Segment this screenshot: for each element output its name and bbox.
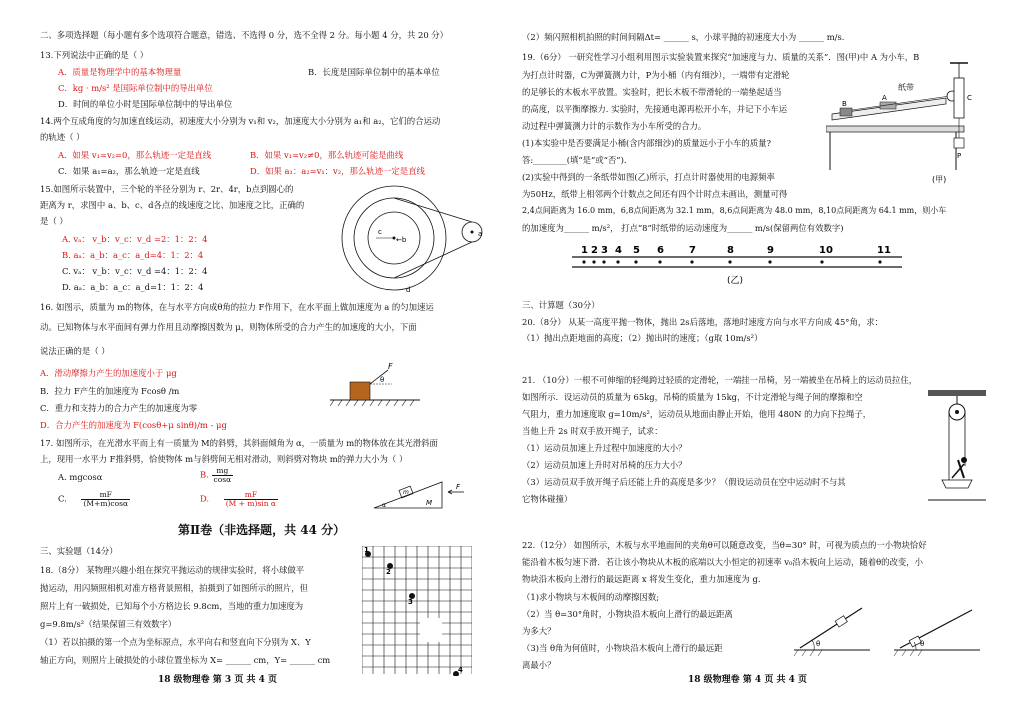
q21-line-3: 气阻力，重力加速度取 g=10m/s²，运动员从地面由静止开始，他用 480N 的力向下拉绳子，: [522, 409, 872, 419]
q18-line-4: g=9.8m/s²（结果保留三有效数字）: [40, 619, 177, 629]
q18-line-3: 照片上有一破损处，已知每个小方格边长 9.8cm，当地的重力加速度为: [40, 601, 304, 611]
q14-stem-1: 14.两个互成角度的匀加速直线运动，初速度大小分别为 v₁和 v₂，加速度大小分别为 a₁和 a₂，它们的合运动: [40, 116, 441, 126]
tape-dot: [658, 260, 661, 263]
q22-line-7: （3)当 θ角为何值时，小物块沿木板向上滑行的最远距: [522, 643, 723, 653]
q21-line-8: 它物体碰撞）: [522, 494, 573, 504]
tape-dot: [582, 260, 585, 263]
tape-number: 7: [689, 245, 696, 256]
fig-label-m: m: [403, 489, 409, 496]
fig-label-F: F: [388, 362, 393, 371]
section-header-experiment: 三、实验题（14分）: [40, 546, 118, 556]
q16-option-b: B．拉力 F产生的加速度为 Fcosθ /m: [40, 386, 180, 396]
tape-dot: [602, 260, 605, 263]
fig-label-theta-1: θ: [816, 640, 821, 648]
q15-stem-3: 是（ ）: [40, 216, 68, 226]
q17-option-c: C. $\frac{mF}{(M+m)\cos\alpha}$: [58, 490, 129, 508]
fig-label-A: A: [882, 94, 887, 102]
q21-line-4: 当他上升 2s 时双手放开绳子，试求：: [522, 426, 663, 436]
tape-dot: [616, 260, 619, 263]
tape-dot: [690, 260, 693, 263]
grid-photo-figure: [362, 546, 472, 676]
q17-stem-1: 17. 如图所示，在光滑水平而上有一质量为 M的斜劈，其斜面倾角为 α，一质量为 m的物体放在其光滑斜面: [40, 438, 438, 448]
grid-label-1: 1: [364, 546, 369, 554]
q18-line-2: 抛运动，用闪频照相机对准方格背景照相，拍摄到了如图所示的照片，但: [40, 583, 308, 593]
tape-dot: [878, 260, 881, 263]
q13-option-c: C．kg · m/s² 是国际单位制中的导出单位: [58, 83, 213, 93]
part-two-title: 第Ⅱ卷（非选择题，共 44 分）: [178, 523, 346, 537]
section-header-calculation: 三、计算题（30分）: [522, 300, 600, 310]
tape-number: 9: [767, 245, 774, 256]
q15-stem-1: 15.如图所示装置中，三个轮的半径分别为 r、2r、4r，b点到圆心的: [40, 184, 294, 194]
fig-label-F2: F: [456, 483, 461, 491]
q18-part2: （2）频闪照相机拍照的时间间隔Δt= ______ s，小球平抛的初速度大小为 ______ m/s.: [522, 32, 845, 42]
q21-line-2: 如图所示．设运动员的质量为 65kg，吊椅的质量为 15kg，不计定滑轮与绳子间的摩擦和空: [522, 392, 863, 402]
q22-line-1: 22.（12分） 如图所示，木板与水平地面间的夹角θ可以随意改变，当θ=30° 时，可视为质点的一小物块恰好: [522, 540, 927, 550]
fig-label-alpha: α: [382, 502, 386, 509]
fig-label-P: P: [957, 152, 962, 160]
fig-label-a: a: [478, 230, 483, 238]
q20-line-2: （1）抛出点距地面的高度；（2）抛出时的速度；（g取 10m/s²）: [522, 333, 763, 343]
fig-label-jia: (甲): [932, 175, 947, 184]
q13-option-b: B．长度是国际单位制中的基本单位: [308, 67, 440, 77]
grid-label-2: 2: [386, 568, 391, 576]
q14-option-a: A．如果 v₁=v₂=0，那么轨迹一定是直线: [58, 150, 212, 160]
q22-line-6: 为多大？: [522, 626, 556, 636]
tape-number: 6: [657, 245, 664, 256]
fig-label-d: d: [406, 286, 411, 294]
q19-line-3: 的足够长的木板水平放置。实验时，把长木板不带滑轮的一端垫起适当: [522, 87, 782, 97]
tape-number: 2: [591, 245, 598, 256]
right-footer: 18 级物理卷 第 4 页 共 4 页: [688, 675, 807, 685]
fig-label-theta-2: θ: [920, 640, 925, 648]
q16-stem-1: 16. 如图示，质量为 m的物体，在与水平方向成θ角的拉力 F作用下，在水平面上做加速度为 a 的匀加速运: [40, 302, 434, 312]
fig-label-yi: (乙): [727, 276, 744, 286]
wheel-figure: [336, 180, 516, 305]
q19-line-2: 为打点计时器，C为弹簧测力计，P为小桶（内有细沙），一端带有定滑轮: [522, 70, 790, 80]
tape-dot: [768, 260, 771, 263]
q15-option-d: D. aₐ：a_b：a_c：a_d=1：1：2：4: [62, 282, 204, 292]
tape-dot: [728, 260, 731, 263]
q22-line-3: 物块沿木板向上滑行的最远距离 x 将发生变化，重力加速度为 g.: [522, 574, 761, 584]
q18-line-6: 轴正方向，则照片上破损处的小球位置坐标为 X= ______ cm，Y= ______ cm: [40, 655, 331, 665]
tape-number: 8: [727, 245, 734, 256]
q14-option-b: B．如果 v₁=v₂≠0，那么轨迹可能是曲线: [250, 150, 404, 160]
q13-stem: 13.下列说法中正确的是（ ）: [40, 50, 149, 60]
q18-line-1: 18.（8分） 某物理兴趣小组在探究平抛运动的规律实验时，将小球做平: [40, 565, 305, 575]
q22-line-2: 能沿着木板匀速下滑．若让该小物块从木板的底端以大小恒定的初速率 v₀沿木板向上运动，随着θ的改变，小: [522, 557, 924, 567]
fig-label-c: c: [378, 228, 382, 236]
tape-dot: [820, 260, 823, 263]
grid-label-3: 3: [408, 598, 413, 606]
q13-option-a: A．质量是物理学中的基本物理量: [58, 67, 182, 77]
q17-b-denominator: cosα: [213, 474, 232, 484]
q21-line-7: （3）运动员双手放开绳子后还能上升的高度是多少？（假设运动员在空中运动时不与其: [522, 477, 846, 487]
q15-stem-2: 距离为 r，求图中 a、b、c、d各点的线速度之比、加速度之比，正确的: [40, 200, 305, 210]
fig-label-C: C: [967, 94, 972, 102]
fig-label-theta: θ: [380, 376, 385, 384]
q21-line-1: 21. （10分）一根不可伸缩的轻绳跨过轻质的定滑轮，一端挂一吊椅，另一端被坐在吊椅上的运动员拉住，: [522, 375, 918, 385]
q19-line-7: 答:________(填“是”或“否”).: [522, 155, 627, 165]
q17-option-d: D. $\frac{mF}{\text{(M + m)sin α}}$: [200, 490, 276, 508]
q15-option-a: A. vₐ： v_b：v_c：v_d =2：1：2：4: [62, 234, 208, 244]
tape-number: 5: [633, 245, 640, 256]
q13-option-d: D．时间的单位小时是国际单位制中的导出单位: [58, 99, 233, 109]
tape-number: 11: [877, 245, 891, 256]
q14-option-d: D．如果 a₁：a₂=v₁：v₂，那么轨迹一定是直线: [250, 166, 425, 176]
q22-line-4: （1)求小物块与木板间的动摩擦因数;: [522, 592, 660, 602]
tape-number: 3: [601, 245, 608, 256]
fig-label-b: ←b: [396, 236, 407, 244]
q20-line-1: 20.（8分） 从某一高度平抛一物体，抛出 2s后落地，落地时速度方向与水平方向成 45°角，求：: [522, 317, 883, 327]
q14-option-c: C．如果 a₁=a₂，那么轨迹一定是直线: [58, 166, 200, 176]
block-figure: [330, 360, 420, 408]
paper-tape-figure: [572, 240, 902, 286]
section-header-multiple-choice: 二、多项选择题（每小题有多个选项符合题意，错选、不选得 0 分，选不全得 2 分。每小题 4 分，共 20 分）: [40, 30, 449, 40]
q16-option-c: C．重力和支持力的合力产生的加速度为零: [40, 403, 198, 413]
incline-figure: [790, 588, 990, 658]
fig-label-M: M: [426, 499, 433, 507]
cart-apparatus-figure: [826, 58, 978, 188]
q16-option-d: D．合力产生的加速度为 F(cosθ+μ sinθ)/m - μg: [40, 420, 227, 430]
q17-b-numerator: mg: [212, 467, 234, 476]
q17-d-denominator: (M + m)sin α: [225, 498, 276, 508]
wedge-figure: [370, 478, 470, 512]
q17-option-b: B. $\frac{mg}{\cos\alpha}$: [200, 466, 232, 484]
tape-dot: [634, 260, 637, 263]
q17-d-numerator: mF: [224, 491, 278, 500]
q17-option-a: A. mgcosα: [58, 472, 103, 482]
q17-c-numerator: mF: [81, 491, 130, 500]
q21-line-5: （1）运动员加速上升过程中加速度的大小？: [522, 443, 687, 453]
q19-line-5: 动过程中弹簧测力计的示数作为小车所受的合力。: [522, 121, 707, 131]
q19-line-8: (2)实验中得到的一条纸带如图(乙)所示，打点计时器使用的电源频率: [522, 172, 775, 182]
q19-line-1: 19.（6分） 一研究性学习小组利用图示实验装置来探究“加速度与力、质量的关系”．图(甲)中 A 为小车，B: [522, 52, 920, 62]
left-footer: 18 级物理卷 第 3 页 共 4 页: [158, 675, 277, 685]
q22-line-5: （2）当 θ=30°角时，小物块沿木板向上滑行的最远距离: [522, 609, 733, 619]
tape-number: 4: [615, 245, 622, 256]
tape-number: 10: [819, 245, 833, 256]
q16-stem-2: 动。已知物体与水平面间有弹力作用且动摩擦因数为 μ，则物体所受的合力产生的加速度的大小，下面: [40, 322, 417, 332]
q14-stem-2: 的轨迹（ ）: [40, 132, 85, 142]
q19-line-9: 为50Hz，纸带上相邻两个计数点之间还有四个计时点未画出，测量可得: [522, 189, 788, 199]
tape-dot: [592, 260, 595, 263]
pulley-figure: [928, 390, 986, 502]
q16-stem-3: 说法正确的是（ ）: [40, 346, 110, 356]
q16-option-a: A．滑动摩擦力产生的加速度小于 μg: [40, 368, 177, 378]
q18-line-5: （1）若以拍摄的第一个点为坐标原点，水平向右和竖直向下分别为 X、Y: [40, 637, 311, 647]
q19-line-10: 2,4点间距离为 16.0 mm，6,8点间距离为 32.1 mm，8,6点间距离为 48.0 mm，8,10点间距离为 64.1 mm，则小车: [522, 206, 947, 215]
q19-line-11: 的加速度为______ m/s²， 打点“8”时纸带的运动速度为______ m/s(保留两位有效数字): [522, 223, 844, 233]
grid-label-4: 4: [458, 666, 463, 674]
q15-option-b: B. aₐ：a_b：a_c：a_d=4：1：2：4: [62, 250, 204, 260]
q21-line-6: （2）运动员加速上升时对吊椅的压力大小？: [522, 460, 687, 470]
q15-option-c: C. vₐ： v_b：v_c：v_d =4：1：2：4: [62, 266, 208, 276]
tape-number: 1: [581, 245, 588, 256]
q22-line-8: 离最小？: [522, 660, 556, 670]
q17-c-denominator: (M+m)cosα: [83, 498, 129, 508]
q19-line-6: (1)本实验中是否要满足小桶(含内部细沙)的质量远小于小车的质量?: [522, 138, 772, 148]
fig-label-tape: 纸带: [898, 83, 914, 92]
q17-stem-2: 上，现用一水平力 F推斜劈，恰使物体 m与斜劈间无相对滑动，则斜劈对物块 m的弹力大小为（ ）: [40, 454, 408, 464]
fig-label-B: B: [842, 100, 847, 108]
q19-line-4: 的高度，以平衡摩擦力. 实验时，先接通电源再松开小车，并记下小车运: [522, 104, 787, 114]
